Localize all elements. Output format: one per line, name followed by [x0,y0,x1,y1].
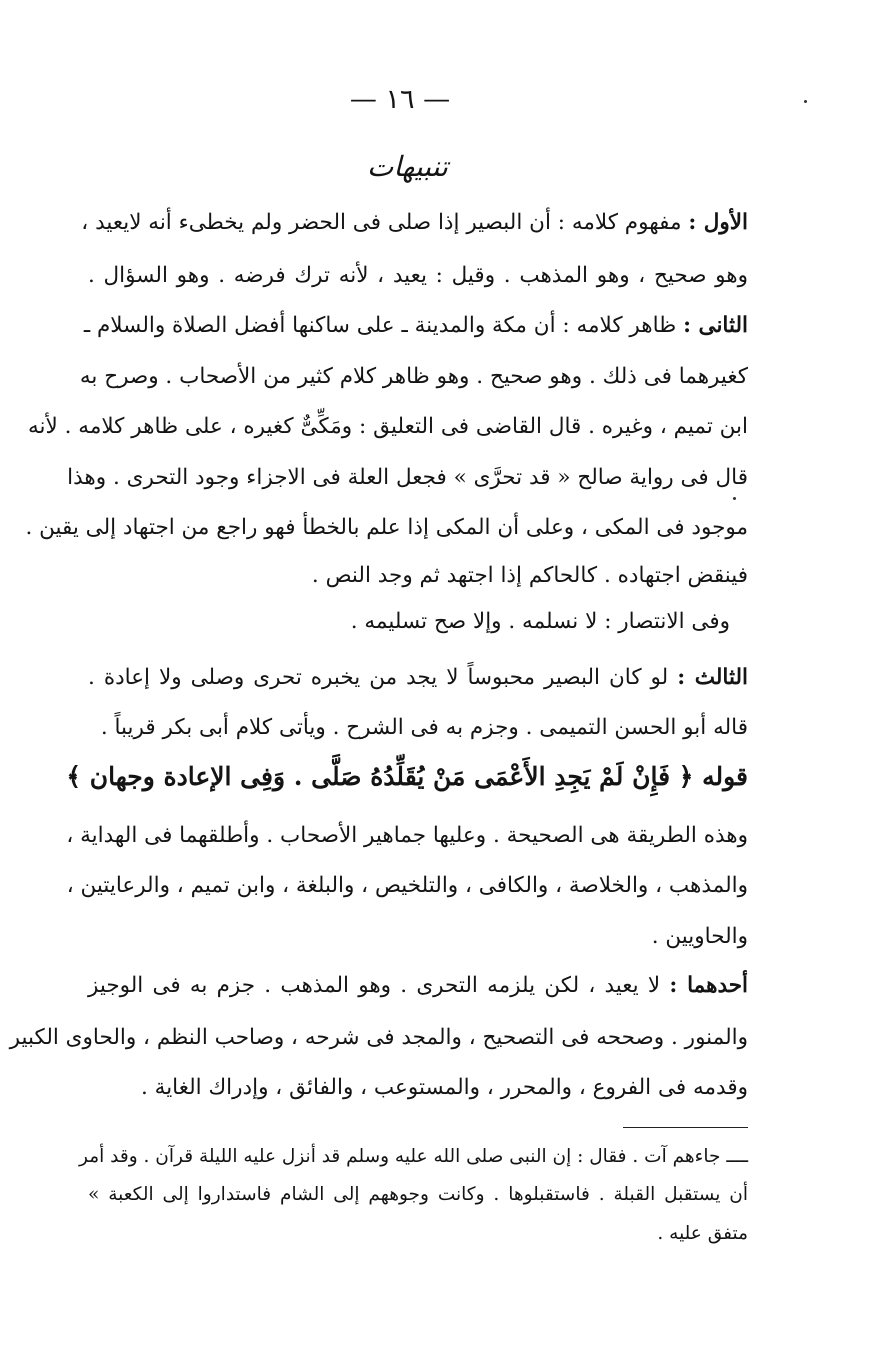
text-line-4: كغيرهما فى ذلك . وهو صحيح . وهو ظاهر كلام كثير من الأصحاب . وصرح به [79,364,748,389]
quoted-statement: قوله ﴿ فَإِنْ لَمْ يَجِدِ الأَعْمَى مَنْ يُقَلِّدُهُ صَلَّى . وَفِى الإعادة وجهان ﴾ [66,762,748,791]
text-line-10-body: لو كان البصير محبوساً لا يجد من يخبره تحرى وصلى ولا إعادة . [88,665,678,690]
text-line-10 [88,660,748,696]
footnote-line-2: أن يستقبل القبلة . فاستقبلوها . وكانت وجوههم إلى الشام فاستداروا إلى الكعبة » [88,1184,748,1205]
page-number: — ١٦ — [349,84,451,115]
text-line-1 [81,205,748,241]
text-line-11: قاله أبو الحسن التميمى . وجزم به فى الشرح . ويأتى كلام أبى بكر قريباً . [100,715,748,740]
text-line-13: وهذه الطريقة هى الصحيحة . وعليها جماهير الأصحاب . وأطلقهما فى الهداية ، [66,823,748,848]
text-line-1-body: مفهوم كلامه : أن البصير إذا صلى فى الحضر ولم يخطىء أنه لايعيد ، [81,210,689,235]
text-line-5: ابن تميم ، وغيره . قال القاضى فى التعليق : ومَكِّىٌّ كغيره ، على ظاهر كلامه . لأنه [28,414,748,439]
text-line-6: قال فى رواية صالح « قد تحرَّى » فجعل العلة فى الاجزاء وجود التحرى . وهذا [67,465,748,490]
text-line-3 [83,308,748,344]
footnote-separator [623,1127,748,1128]
text-line-14: والمذهب ، والخلاصة ، والكافى ، والتلخيص ، والبلغة ، وابن تميم ، والرعايتين ، [66,873,748,898]
second-note-label: الثانى : [683,313,748,338]
text-line-16-body: لا يعيد ، لكن يلزمه التحرى . وهو المذهب . جزم به فى الوجيز [88,973,670,998]
text-line-9: وفى الانتصار : لا نسلمه . وإلا صح تسليمه . [350,609,730,634]
third-note-label: الثالث : [677,665,748,690]
scan-speck [733,497,736,500]
footnote-line-1: ــــ جاءهم آت . فقال : إن النبى صلى الله عليه وسلم قد أنزل عليه الليلة قرآن . وقد أمر [79,1146,748,1167]
section-heading: تنبيهات [367,150,448,183]
first-note-label: الأول : [688,210,748,235]
text-line-3-body: ظاهر كلامه : أن مكة والمدينة ـ على ساكنها أفضل الصلاة والسلام ـ [83,313,684,338]
footnote-line-3: متفق عليه . [657,1223,748,1244]
first-opinion-label: أحدهما : [669,973,748,998]
text-line-16 [88,968,748,1004]
text-line-7: موجود فى المكى ، وعلى أن المكى إذا علم بالخطأ فهو راجع من اجتهاد إلى يقين . [25,515,748,540]
text-line-2: وهو صحيح ، وهو المذهب . وقيل : يعيد ، لأنه ترك فرضه . وهو السؤال . [88,263,748,288]
text-line-17: والمنور . وصححه فى التصحيح ، والمجد فى شرحه ، وصاحب النظم ، والحاوى الكبير [9,1025,748,1050]
scan-speck [804,100,807,103]
text-line-8: فينقض اجتهاده . كالحاكم إذا اجتهد ثم وجد النص . [311,563,748,588]
text-line-18: وقدمه فى الفروع ، والمحرر ، والمستوعب ، والفائق ، وإدراك الغاية . [141,1075,748,1100]
text-line-15: والحاويين . [651,924,748,949]
